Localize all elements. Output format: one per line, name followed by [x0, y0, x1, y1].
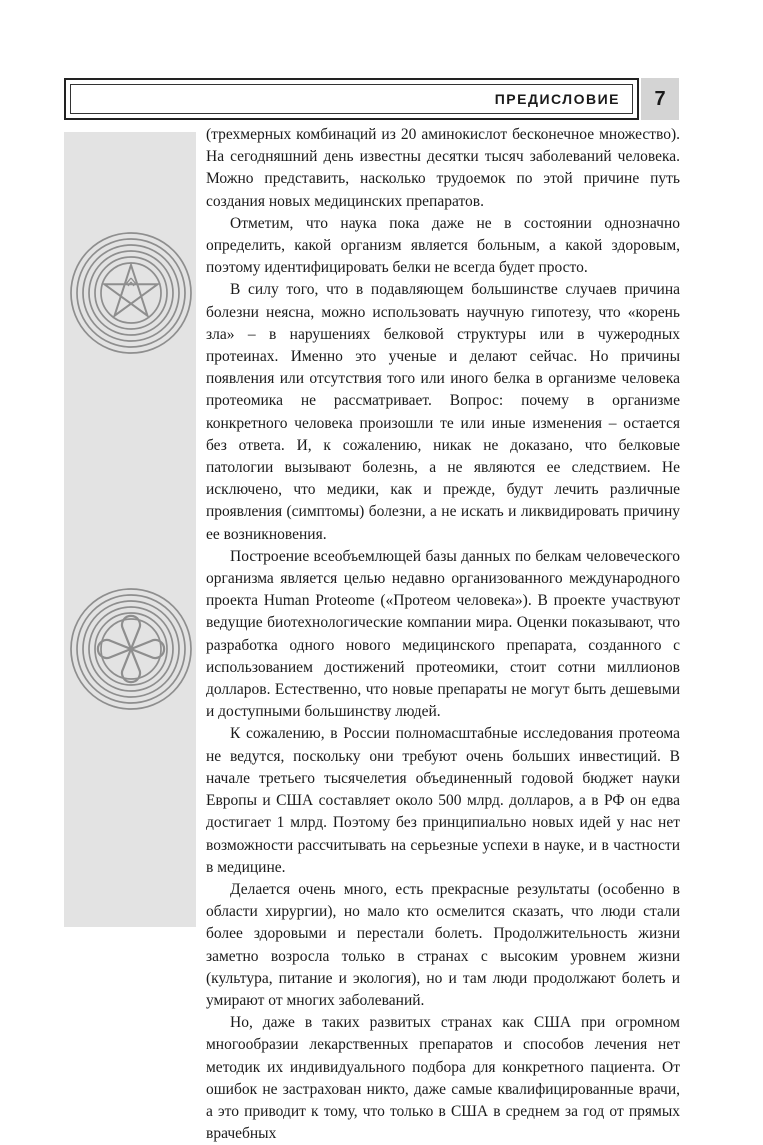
knot-ornament-icon	[66, 584, 196, 714]
paragraph-2: Отметим, что наука пока даже не в состоянии однозначно определить, какой организм является больным, а какой здоровым, поэтому идентифицировать белки не всегда будет просто.	[206, 214, 680, 277]
decorative-sidebar	[64, 132, 196, 927]
body-text	[206, 124, 680, 1145]
running-header-frame	[70, 84, 633, 114]
page-number: 7	[641, 78, 679, 120]
paragraph-5: К сожалению, в России полномасштабные исследования протеома не ведутся, поскольку они требуют очень больших инвестиций. В начале третьего тысячелетия объединенный годовой бюджет науки Европы и США составляет около 500 млрд. долларов, а в РФ он едва достигает 1 млрд. Поэтому без принципиально новых идей у нас нет возможности рассчитывать на серьезные успехи в науке, и в частности в медицине.	[206, 725, 680, 876]
running-header	[64, 78, 639, 120]
paragraph-1: (трехмерных комбинаций из 20 аминокислот бесконечное множество). На сегодняшний день известны десятки тысяч заболеваний человека. Можно представить, насколько трудоемок по этой причине путь создания новых медицинских препаратов.	[206, 126, 680, 210]
section-title: ПРЕДИСЛОВИЕ	[494, 91, 620, 107]
paragraph-4: Построение всеобъемлющей базы данных по белкам человеческого организма является целью недавно организованного международного проекта Human Proteome («Протеом человека»). В проекте участвуют ведущие биотехнологические компании мира. Оценки показывают, что разработка одного нового медицинского препарата, созданного с использованием достижений протеомики, стоит сотни миллионов долларов. Естественно, что новые препараты не могут быть дешевыми и доступными большинству людей.	[206, 547, 680, 721]
paragraph-6: Делается очень много, есть прекрасные результаты (особенно в области хирургии), но мало кто осмелится сказать, что люди стали более здоровыми и перестали болеть. Продолжительность жизни заметно возросла только в странах с высоким уровнем жизни (культура, питание и экология), но и там люди продолжают болеть и умирают от многих заболеваний.	[206, 880, 680, 1009]
pentagram-ornament-icon	[66, 228, 196, 358]
paragraph-7: Но, даже в таких развитых странах как США при огромном многообразии лекарственных препаратов и способов лечения нет методик их индивидуального подбора для конкретного пациента. От ошибок не застрахован никто, даже самые квалифицированные врачи, а это приводит к тому, что только в США в среднем за год от прямых врачебных	[206, 1014, 680, 1143]
paragraph-3: В силу того, что в подавляющем большинстве случаев причина болезни неясна, можно использовать научную гипотезу, что «корень зла» – в нарушениях белковой структуры или в чужеродных протеинах. Именно это ученые и делают сейчас. Но причины появления или отсутствия того или иного белка в организме человека протеомика не рассматривает. Вопрос: почему в организме конкретного человека произошли те или иные изменения – остается без ответа. И, к сожалению, никак не доказано, что белковые патологии вызывают болезнь, а не являются ее следствием. Не исключено, что медики, как и прежде, будут лечить различные проявления (симптомы) болезни, а не искать и ликвидировать причину ее возникновения.	[206, 281, 680, 543]
